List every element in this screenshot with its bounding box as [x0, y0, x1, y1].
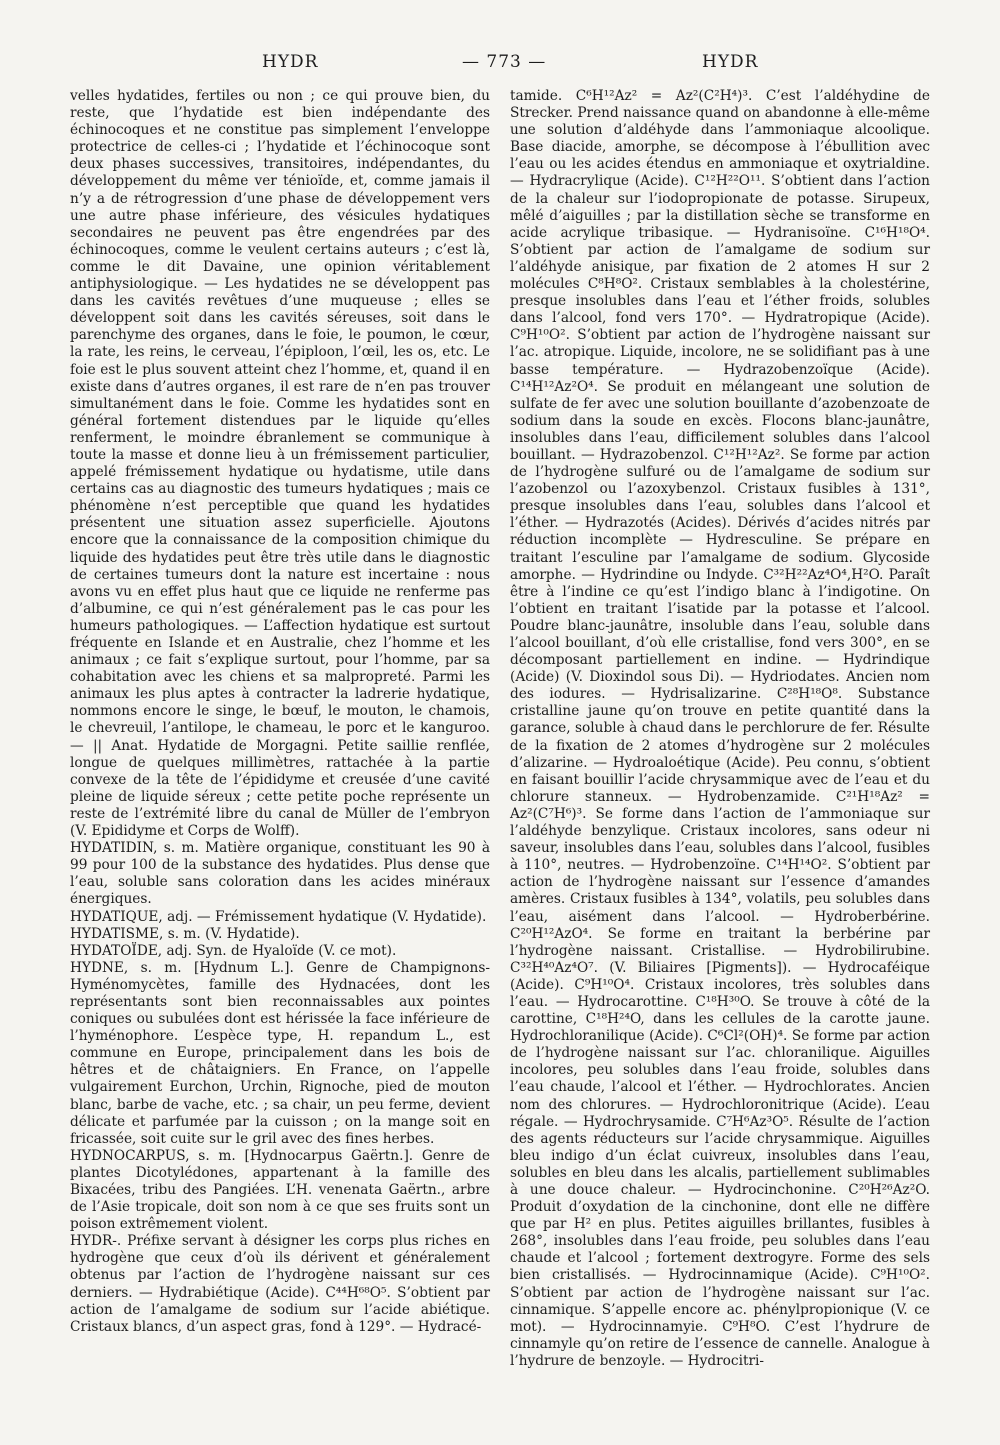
entry-hydatidin: HYDATIDIN, s. m. Matière organique, constituant les 90 à 99 pour 100 de la substance des hydatides. Plus dense que l’eau, soluble sans coloration dans les acides minéraux énergiques.: [70, 840, 490, 908]
entry-hydr: HYDR-. Préfixe servant à désigner les corps plus riches en hydrogène que ceux d’où ils dérivent et généralement obtenus par l’action de l’hydrogène naissant sur ces derniers. — Hydrabiétique (Acide). C⁴⁴H⁶⁸O⁵. S’obtient par action de l’amalgame de sodium sur l’acide abiétique. Cristaux blancs, d’un aspect gras, fond à 129°. — Hydracé-: [70, 1233, 490, 1335]
paragraph-hydatide-cont: velles hydatides, fertiles ou non ; ce qui prouve bien, du reste, que l’hydatide est bien indépendante des échinocoques et ne constitue pas simplement l’enveloppe protectrice de celles-ci ; l’hydatide et l’échinocoque sont deux phases successives, transitoires, indépendantes, du développement du même ver ténioïde, et, comme jamais il n’y a de rétrogression d’une phase de développement vers une autre phase inférieure, des vésicules hydatiques secondaires ne peuvent pas être engendrées par des échinocoques, comme le veulent certains auteurs ; c’est là, comme le dit Davaine, une opinion véritablement antiphysiologique. — Les hydatides ne se développent pas dans les cavités revêtues d’une muqueuse ; elles se développent soit dans les cavités séreuses, soit dans le parenchyme des organes, dans le foie, le poumon, le cœur, la rate, les reins, le cerveau, l’épiploon, l’œil, les os, etc. Le foie est le plus souvent atteint chez l’homme, et, quand il en existe dans d’autres organes, il est rare de n’en pas trouver simultanément dans le foie. Comme les hydatides sont en général fortement distendues par le liquide qu’elles renferment, le moindre ébranlement se communique à toute la masse et donne lieu à un frémissement particulier, appelé frémissement hydatique ou hydatisme, utile dans certains cas au diagnostic des tumeurs hydatiques ; mais ce phénomène n’est perceptible que quand les hydatides présentent une situation assez superficielle. Ajoutons encore que la connaissance de la composition chimique du liquide des hydatides peut être très utile dans le diagnostic de certaines tumeurs dont la nature est incertaine : nous avons vu en effet plus haut que ce liquide ne renferme pas d’albumine, ce qui n’est généralement pas le cas pour les humeurs pathologiques. — L’affection hydatique est surtout fréquente en Islande et en Australie, chez l’homme et les animaux ; ce fait s’explique surtout, pour l’homme, par sa cohabitation avec les chiens et sa malpropreté. Parmi les animaux les plus aptes à contracter la ladrerie hydatique, nommons encore le singe, le bœuf, le mouton, le chamois, le chevreuil, l’antilope, le chameau, le porc et le kanguroo. — || Anat. Hydatide de Morgagni. Petite saillie renflée, longue de quelques millimètres, rattachée à la partie convexe de la tête de l’épididyme et creusée d’une cavité pleine de liquide séreux ; cette petite poche représente un reste de l’extrémité libre du canal de Müller de l’embryon (V. Epididyme et Corps de Wolff).: [70, 88, 490, 840]
entry-hydatoide: HYDATOÏDE, adj. Syn. de Hyaloïde (V. ce mot).: [70, 942, 397, 959]
right-column: [510, 88, 930, 1370]
header-left: HYDR: [262, 52, 319, 72]
entry-hydatique: HYDATIQUE, adj. — Frémissement hydatique (V. Hydatide).: [70, 908, 487, 925]
entry-hydatisme: HYDATISME, s. m. (V. Hydatide).: [70, 925, 300, 942]
column-divider: [496, 90, 497, 1390]
header-right: HYDR: [702, 52, 759, 72]
running-head: [70, 52, 930, 82]
entry-hydne: HYDNE, s. m. [Hydnum L.]. Genre de Champignons-Hyménomycètes, famille des Hydnacées, dont les représentants sont bien reconnaissables aux pointes coniques ou subulées dont est hérissée la face inférieure de l’hyménophore. L’espèce type, H. repandum L., est commune en Europe, principalement dans les bois de hêtres et de châtaigniers. En France, on l’appelle vulgairement Eurchon, Urchin, Rignoche, pied de mouton blanc, barbe de vache, etc. ; sa chair, un peu ferme, devient délicate et parfumée par la cuisson ; on la mange soit en fricassée, soit cuite sur le gril avec des fines herbes.: [70, 959, 490, 1147]
paragraph-hydr-cont: tamide. C⁶H¹²Az² = Az²(C²H⁴)³. C’est l’aldéhydine de Strecker. Prend naissance quand on abandonne à elle-même une solution d’aldéhyde dans l’ammoniaque alcoolique. Base diacide, amorphe, se décompose à l’ébullition avec l’eau ou les acides étendus en ammoniaque et oxytrialdine. — Hydracrylique (Acide). C¹²H²²O¹¹. S’obtient dans l’action de la chaleur sur l’iodopropionate de potasse. Sirupeux, mêlé d’aiguilles ; par la distillation sèche se transforme en acide acrylique tribasique. — Hydranisoïne. C¹⁶H¹⁸O⁴. S’obtient par action de l’amalgame de sodium sur l’aldéhyde anisique, par fixation de 2 atomes H sur 2 molécules C⁸H⁸O². Cristaux semblables à la cholestérine, presque insolubles dans l’eau et l’éther froids, solubles dans l’alcool, fond vers 170°. — Hydratropique (Acide). C⁹H¹⁰O². S’obtient par action de l’hydrogène naissant sur l’ac. atropique. Liquide, incolore, ne se solidifiant pas à une basse température. — Hydrazobenzoïque (Acide). C¹⁴H¹²Az²O⁴. Se produit en mélangeant une solution de sulfate de fer avec une solution bouillante d’azobenzoate de sodium dans la soude en excès. Flocons blanc-jaunâtre, insolubles dans l’eau, difficilement solubles dans l’alcool bouillant. — Hydrazobenzol. C¹²H¹²Az². Se forme par action de l’hydrogène sulfuré ou de l’amalgame de sodium sur l’azobenzol ou l’azoxybenzol. Cristaux fusibles à 131°, presque insolubles dans l’eau, solubles dans l’alcool et l’éther. — Hydrazotés (Acides). Dérivés d’acides nitrés par réduction incomplète — Hydresculine. Se prépare en traitant l’esculine par l’amalgame de sodium. Glycoside amorphe. — Hydrindine ou Indyde. C³²H²²Az⁴O⁴,H²O. Paraît être à l’indine ce qu’est l’indigo blanc à l’indigotine. On l’obtient en traitant l’isatide par la potasse et l’alcool. Poudre blanc-jaunâtre, insoluble dans l’eau, soluble dans l’alcool bouillant, d’où elle cristallise, fond vers 300°, en se décomposant partiellement en indine. — Hydrindique (Acide) (V. Dioxindol sous Di). — Hydriodates. Ancien nom des iodures. — Hydrisalizarine. C²⁸H¹⁸O⁸. Substance cristalline jaune qu’on trouve en petite quantité dans la garance, soluble à chaud dans le perchlorure de fer. Résulte de la fixation de 2 atomes d’hydrogène sur 2 molécules d’alizarine. — Hydroaloétique (Acide). Peu connu, s’obtient en faisant bouillir l’acide chrysammique avec de l’eau et du chlorure stanneux. — Hydrobenzamide. C²¹H¹⁸Az² = Az²(C⁷H⁶)³. Se forme dans l’action de l’ammoniaque sur l’aldéhyde benzylique. Cristaux incolores, sans odeur ni saveur, insolubles dans l’eau, solubles dans l’alcool, fusibles à 110°, neutres. — Hydrobenzoïne. C¹⁴H¹⁴O². S’obtient par action de l’hydrogène naissant sur l’essence d’amandes amères. Cristaux fusibles à 134°, volatils, peu solubles dans l’eau, aisément dans l’alcool. — Hydroberbérine. C²⁰H¹²AzO⁴. Se forme en traitant la berbérine par l’hydrogène naissant. Cristallise. — Hydrobilirubine. C³²H⁴⁰Az⁴O⁷. (V. Biliaires [Pigments]). — Hydrocaféique (Acide). C⁹H¹⁰O⁴. Cristaux incolores, très solubles dans l’eau. — Hydrocarottine. C¹⁸H³⁰O. Se trouve à côté de la carottine, C¹⁸H²⁴O, dans les cellules de la carotte jaune. Hydrochloranilique (Acide). C⁶Cl²(OH)⁴. Se forme par action de l’hydrogène naissant sur l’ac. chloranilique. Aiguilles incolores, peu solubles dans l’eau froide, solubles dans l’eau chaude, l’alcool et l’éther. — Hydrochlorates. Ancien nom des chlorures. — Hydrochloronitrique (Acide). L’eau régale. — Hydrochrysamide. C⁷H⁶Az³O⁵. Résulte de l’action des agents réducteurs sur l’acide chrysammique. Aiguilles bleu indigo d’un éclat cuivreux, insolubles dans l’eau, solubles en bleu dans les alcalis, partiellement sublimables à une douce chaleur. — Hydrocinchonine. C²⁰H²⁶Az²O. Produit d’oxydation de la cinchonine, dont elle ne diffère que par H² en plus. Petites aiguilles brillantes, fusibles à 268°, insolubles dans l’eau froide, peu solubles dans l’eau chaude et l’alcool ; fortement dextrogyre. Forme des sels bien cristallisés. — Hydrocinnamique (Acide). C⁹H¹⁰O². S’obtient par action de l’hydrogène naissant sur l’ac. cinnamique. S’appelle encore ac. phénylpropionique (V. ce mot). — Hydrocinnamyie. C⁹H⁸O. C’est l’hydrure de cinnamyle qu’on retire de l’essence de cannelle. Analogue à l’hydrure de benzoyle. — Hydrocitri-: [510, 88, 930, 1369]
entry-hydnocarpus: HYDNOCARPUS, s. m. [Hydnocarpus Gaërtn.]. Genre de plantes Dicotylédones, appartenant à la famille des Bixacées, tribu des Pangiées. L’H. venenata Gaërtn., arbre de l’Asie tropicale, doit son nom à ce que ses fruits sont un poison extrêmement violent.: [70, 1147, 490, 1233]
left-column: [70, 88, 490, 1336]
page-number: — 773 —: [462, 52, 547, 72]
